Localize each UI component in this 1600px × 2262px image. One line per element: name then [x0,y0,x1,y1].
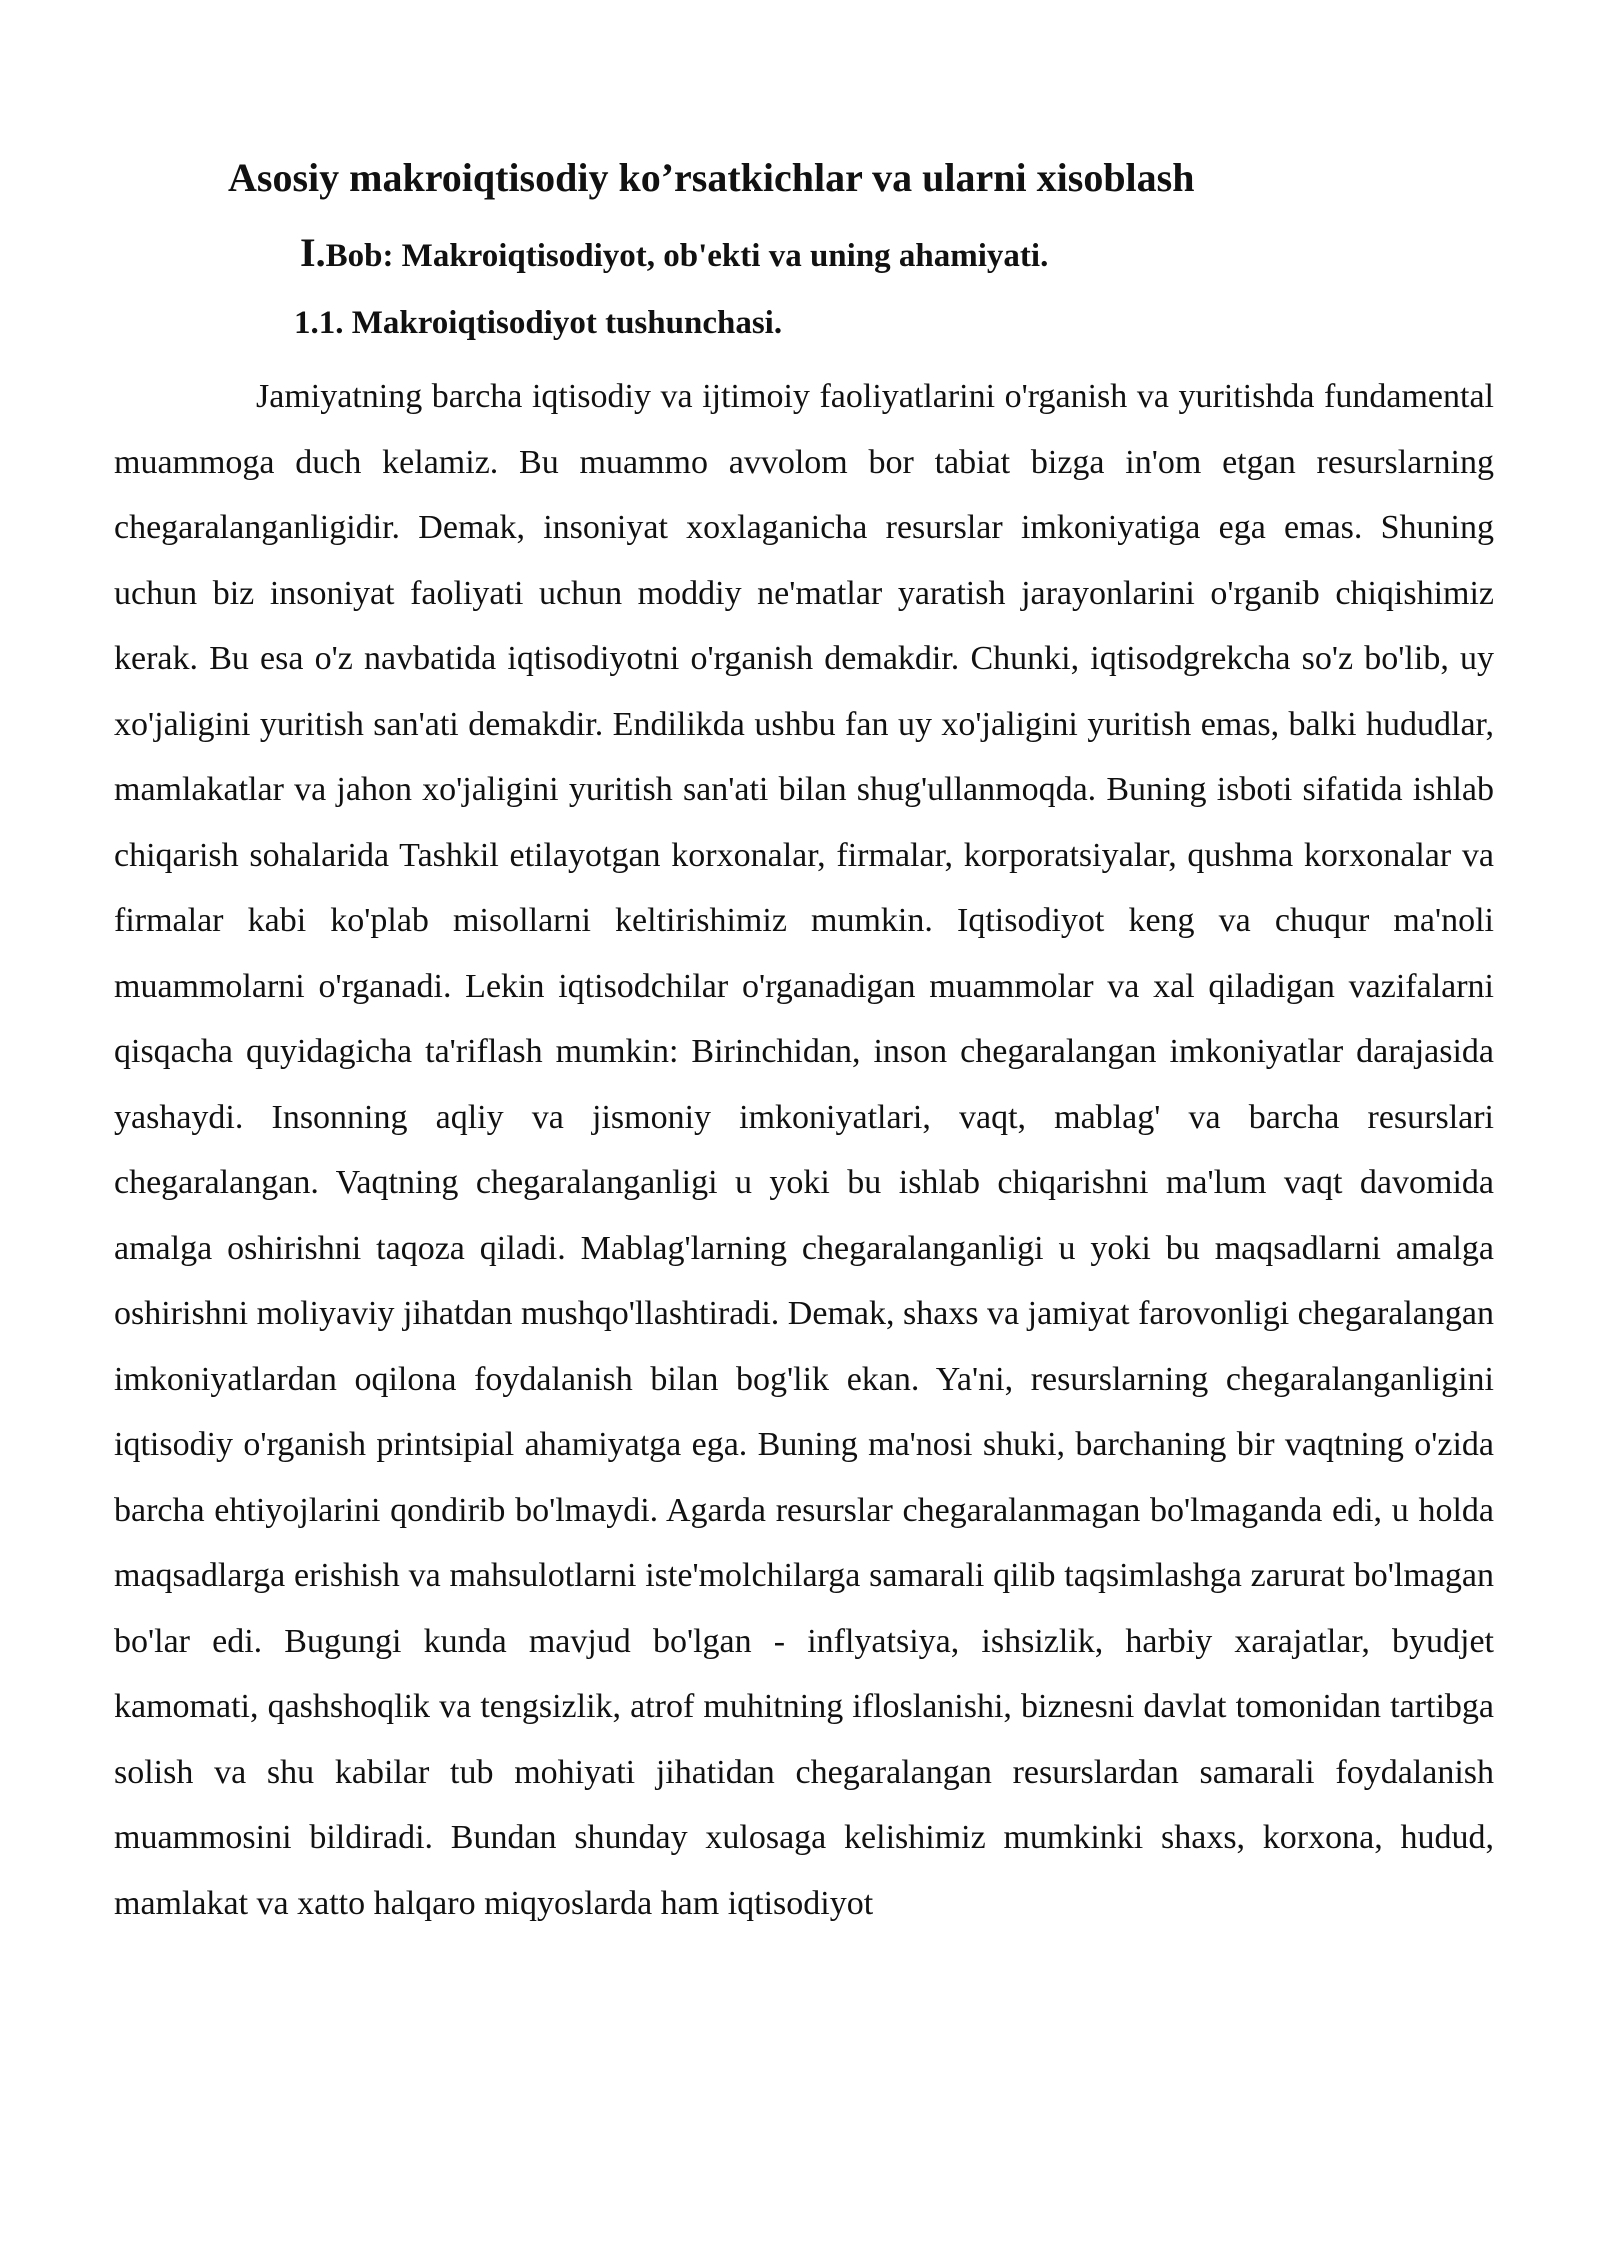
chapter-heading [300,228,1048,281]
chapter-title: Bob: Makroiqtisodiyot, ob'ekti va uning ahamiyati. [325,238,1049,274]
chapter-numeral: I. [300,230,326,275]
document-title: Asosiy makroiqtisodiy ko’rsatkichlar va ularni xisoblash [228,155,1195,200]
section-heading: 1.1. Makroiqtisodiyot tushunchasi. [294,305,783,341]
body-paragraph: Jamiyatning barcha iqtisodiy va ijtimoiy faoliyatlarini o'rganish va yuritishda fundamental muammoga duch kelamiz. Bu muammo avvolom bor tabiat bizga in'om etgan resurslarning chegaralanganligidir. Demak, insoniyat xoxlaganicha resurslar imkoniyatiga ega emas. Shuning uchun biz insoniyat faoliyati uchun moddiy ne'matlar yaratish jarayonlarini o'rganib chiqishimiz kerak. Bu esa o'z navbatida iqtisodiyotni o'rganish demakdir. Chunki, iqtisodgrekcha so'z bo'lib, uy xo'jaligini yuritish san'ati demakdir. Endilikda ushbu fan uy xo'jaligini yuritish emas, balki hududlar, mamlakatlar va jahon xo'jaligini yuritish san'ati bilan shug'ullanmoqda. Buning isboti sifatida ishlab chiqarish sohalarida Tashkil etilayotgan korxonalar, firmalar, korporatsiyalar, qushma korxonalar va firmalar kabi ko'plab misollarni keltirishimiz mumkin. Iqtisodiyot keng va chuqur ma'noli muammolarni o'rganadi. Lekin iqtisodchilar o'rganadigan muammolar va xal qiladigan vazifalarni qisqacha quyidagicha ta'riflash mumkin: Birinchidan, inson chegaralangan imkoniyatlar darajasida yashaydi. Insonning aqliy va jismoniy imkoniyatlari, vaqt, mablag' va barcha resurslari chegaralangan. Vaqtning chegaralanganligi u yoki bu ishlab chiqarishni ma'lum vaqt davomida amalga oshirishni taqoza qiladi. Mablag'larning chegaralanganligi u yoki bu maqsadlarni amalga oshirishni moliyaviy jihatdan mushqo'llashtiradi. Demak, shaxs va jamiyat farovonligi chegaralangan imkoniyatlardan oqilona foydalanish bilan bog'lik ekan. Ya'ni, resurslarning chegaralanganligini iqtisodiy o'rganish printsipial ahamiyatga ega. Buning ma'nosi shuki, barchaning bir vaqtning o'zida barcha ehtiyojlarini qondirib bo'lmaydi. Agarda resurslar chegaralanmagan bo'lmaganda edi, u holda maqsadlarga erishish va mahsulotlarni iste'molchilarga samarali qilib taqsimlashga zarurat bo'lmagan bo'lar edi. Bugungi kunda mavjud bo'lgan - inflyatsiya, ishsizlik, harbiy xarajatlar, byudjet kamomati, qashshoqlik va tengsizlik, atrof muhitning ifloslanishi, biznesni davlat tomonidan tartibga solish va shu kabilar tub mohiyati jihatidan chegaralangan resurslardan samarali foydalanish muammosini bildiradi. Bundan shunday xulosaga kelishimiz mumkinki shaxs, korxona, hudud, mamlakat va xatto halqaro miqyoslarda ham iqtisodiyot [114,378,1494,1922]
